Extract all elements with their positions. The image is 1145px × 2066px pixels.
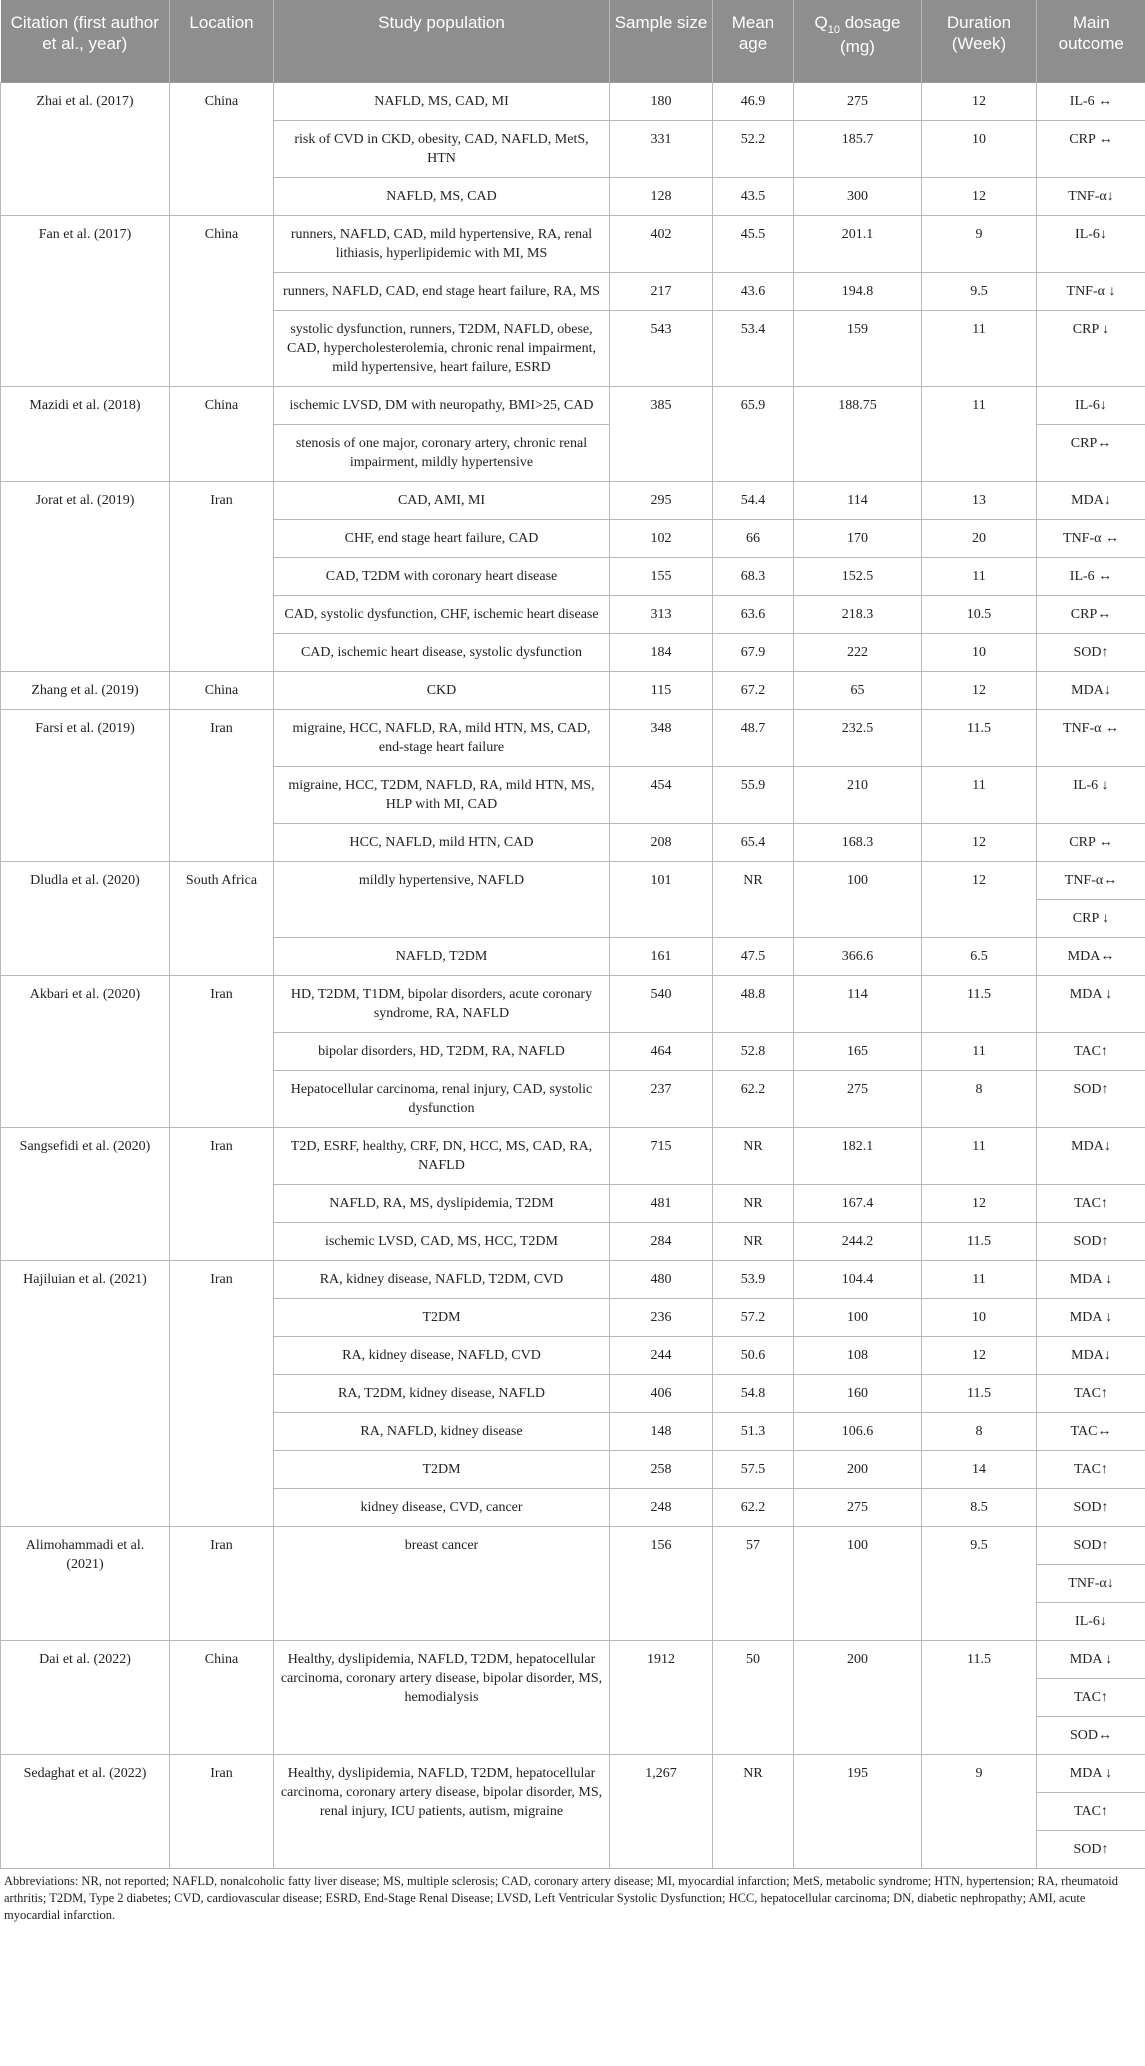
duration-cell: 12 (922, 82, 1037, 120)
sample-size-cell: 1912 (610, 1640, 713, 1754)
location-cell: Iran (170, 709, 274, 861)
duration-cell: 8 (922, 1412, 1037, 1450)
population-cell: Healthy, dyslipidemia, NAFLD, T2DM, hepatocellular carcinoma, coronary artery disease, bipolar disorder, MS, hemodialysis (274, 1640, 610, 1754)
location-cell: Iran (170, 1127, 274, 1260)
sample-size-cell: 208 (610, 823, 713, 861)
duration-cell: 20 (922, 519, 1037, 557)
outcome-cell: TAC↑ (1037, 1678, 1145, 1716)
citation-cell: Fan et al. (2017) (1, 215, 170, 386)
population-cell: ischemic LVSD, CAD, MS, HCC, T2DM (274, 1222, 610, 1260)
population-cell: Healthy, dyslipidemia, NAFLD, T2DM, hepatocellular carcinoma, coronary artery disease, bipolar disorder, MS, renal injury, ICU patients, autism, migraine (274, 1754, 610, 1868)
outcome-cell: TNF-α↓ (1037, 177, 1145, 215)
mean-age-cell: 53.9 (713, 1260, 794, 1298)
location-cell: Iran (170, 975, 274, 1127)
citation-cell: Zhang et al. (2019) (1, 671, 170, 709)
sample-size-cell: 454 (610, 766, 713, 823)
sample-size-cell: 331 (610, 120, 713, 177)
table-row (1, 82, 1145, 120)
header-dosage-q: Q (814, 13, 828, 32)
sample-size-cell: 155 (610, 557, 713, 595)
outcome-cell: TNF-α ↔ (1037, 519, 1145, 557)
outcome-cell: TNF-α↔ (1037, 861, 1145, 899)
dosage-cell: 100 (794, 861, 922, 937)
outcome-cell: TNF-α ↔ (1037, 709, 1145, 766)
dosage-cell: 194.8 (794, 272, 922, 310)
duration-cell: 9.5 (922, 1526, 1037, 1640)
outcome-cell: SOD↑ (1037, 1222, 1145, 1260)
mean-age-cell: 45.5 (713, 215, 794, 272)
population-cell: T2DM (274, 1298, 610, 1336)
dosage-cell: 200 (794, 1450, 922, 1488)
mean-age-cell: 57.5 (713, 1450, 794, 1488)
sample-size-cell: 236 (610, 1298, 713, 1336)
outcome-cell: MDA↓ (1037, 481, 1145, 519)
mean-age-cell: 50.6 (713, 1336, 794, 1374)
duration-cell: 10 (922, 633, 1037, 671)
table-row (1, 671, 1145, 709)
duration-cell: 11.5 (922, 1640, 1037, 1754)
duration-cell: 10 (922, 120, 1037, 177)
mean-age-cell: NR (713, 1222, 794, 1260)
dosage-cell: 275 (794, 1070, 922, 1127)
population-cell: NAFLD, T2DM (274, 937, 610, 975)
header-dosage-rest: dosage (mg) (839, 13, 901, 56)
population-cell: RA, T2DM, kidney disease, NAFLD (274, 1374, 610, 1412)
outcome-cell: MDA↓ (1037, 1336, 1145, 1374)
duration-cell: 11 (922, 310, 1037, 386)
sample-size-cell: 184 (610, 633, 713, 671)
outcome-cell: SOD↑ (1037, 1070, 1145, 1127)
population-cell: stenosis of one major, coronary artery, chronic renal impairment, mildly hypertensive (274, 424, 610, 481)
citation-cell: Dludla et al. (2020) (1, 861, 170, 975)
duration-cell: 11.5 (922, 1222, 1037, 1260)
outcome-cell: TAC↑ (1037, 1184, 1145, 1222)
population-cell: runners, NAFLD, CAD, end stage heart failure, RA, MS (274, 272, 610, 310)
location-cell: Iran (170, 1260, 274, 1526)
location-cell: China (170, 215, 274, 386)
dosage-cell: 108 (794, 1336, 922, 1374)
dosage-cell: 167.4 (794, 1184, 922, 1222)
duration-cell: 11.5 (922, 975, 1037, 1032)
outcome-cell: SOD↑ (1037, 1830, 1145, 1868)
table-row (1, 1260, 1145, 1298)
outcome-cell: IL-6↓ (1037, 386, 1145, 424)
citation-cell: Sedaghat et al. (2022) (1, 1754, 170, 1868)
duration-cell: 11 (922, 766, 1037, 823)
mean-age-cell: 63.6 (713, 595, 794, 633)
outcome-cell: CRP ↔ (1037, 823, 1145, 861)
citation-cell: Alimohammadi et al. (2021) (1, 1526, 170, 1640)
mean-age-cell: 50 (713, 1640, 794, 1754)
outcome-cell: SOD↔ (1037, 1716, 1145, 1754)
mean-age-cell: 65.4 (713, 823, 794, 861)
location-cell: China (170, 386, 274, 481)
population-cell: T2D, ESRF, healthy, CRF, DN, HCC, MS, CAD, RA, NAFLD (274, 1127, 610, 1184)
population-cell: systolic dysfunction, runners, T2DM, NAFLD, obese, CAD, hypercholesterolemia, chronic renal impairment, mild hypertensive, heart failure, ESRD (274, 310, 610, 386)
population-cell: CAD, ischemic heart disease, systolic dysfunction (274, 633, 610, 671)
location-cell: China (170, 1640, 274, 1754)
mean-age-cell: 52.8 (713, 1032, 794, 1070)
dosage-cell: 182.1 (794, 1127, 922, 1184)
outcome-cell: MDA↓ (1037, 671, 1145, 709)
sample-size-cell: 481 (610, 1184, 713, 1222)
location-cell: China (170, 671, 274, 709)
outcome-cell: MDA ↓ (1037, 1298, 1145, 1336)
duration-cell: 12 (922, 823, 1037, 861)
outcome-cell: MDA↓ (1037, 1127, 1145, 1184)
population-cell: HCC, NAFLD, mild HTN, CAD (274, 823, 610, 861)
outcome-cell: IL-6↓ (1037, 1602, 1145, 1640)
dosage-cell: 114 (794, 975, 922, 1032)
sample-size-cell: 402 (610, 215, 713, 272)
sample-size-cell: 115 (610, 671, 713, 709)
population-cell: migraine, HCC, T2DM, NAFLD, RA, mild HTN, MS, HLP with MI, CAD (274, 766, 610, 823)
duration-cell: 12 (922, 177, 1037, 215)
mean-age-cell: 67.2 (713, 671, 794, 709)
population-cell: CAD, T2DM with coronary heart disease (274, 557, 610, 595)
mean-age-cell: 53.4 (713, 310, 794, 386)
sample-size-cell: 161 (610, 937, 713, 975)
mean-age-cell: 55.9 (713, 766, 794, 823)
duration-cell: 10 (922, 1298, 1037, 1336)
population-cell: T2DM (274, 1450, 610, 1488)
duration-cell: 12 (922, 671, 1037, 709)
dosage-cell: 275 (794, 82, 922, 120)
table-row (1, 481, 1145, 519)
sample-size-cell: 128 (610, 177, 713, 215)
duration-cell: 14 (922, 1450, 1037, 1488)
sample-size-cell: 248 (610, 1488, 713, 1526)
citation-cell: Akbari et al. (2020) (1, 975, 170, 1127)
outcome-cell: CRP ↓ (1037, 899, 1145, 937)
sample-size-cell: 406 (610, 1374, 713, 1412)
population-cell: mildly hypertensive, NAFLD (274, 861, 610, 937)
outcome-cell: CRP↔ (1037, 595, 1145, 633)
dosage-cell: 104.4 (794, 1260, 922, 1298)
dosage-cell: 201.1 (794, 215, 922, 272)
mean-age-cell: 65.9 (713, 386, 794, 481)
sample-size-cell: 258 (610, 1450, 713, 1488)
dosage-cell: 195 (794, 1754, 922, 1868)
outcome-cell: MDA ↓ (1037, 1260, 1145, 1298)
duration-cell: 9 (922, 1754, 1037, 1868)
mean-age-cell: 54.8 (713, 1374, 794, 1412)
header-outcome: Main outcome (1037, 0, 1145, 82)
outcome-cell: SOD↑ (1037, 633, 1145, 671)
outcome-cell: TNF-α ↓ (1037, 272, 1145, 310)
duration-cell: 10.5 (922, 595, 1037, 633)
duration-cell: 9 (922, 215, 1037, 272)
outcome-cell: TAC↔ (1037, 1412, 1145, 1450)
dosage-cell: 232.5 (794, 709, 922, 766)
mean-age-cell: 47.5 (713, 937, 794, 975)
outcome-cell: IL-6 ↓ (1037, 766, 1145, 823)
duration-cell: 11 (922, 386, 1037, 481)
duration-cell: 8.5 (922, 1488, 1037, 1526)
outcome-cell: TAC↑ (1037, 1792, 1145, 1830)
sample-size-cell: 295 (610, 481, 713, 519)
citation-cell: Hajiluian et al. (2021) (1, 1260, 170, 1526)
dosage-cell: 114 (794, 481, 922, 519)
mean-age-cell: 51.3 (713, 1412, 794, 1450)
mean-age-cell: 48.8 (713, 975, 794, 1032)
outcome-cell: SOD↑ (1037, 1526, 1145, 1564)
sample-size-cell: 385 (610, 386, 713, 481)
duration-cell: 11 (922, 1260, 1037, 1298)
header-citation: Citation (first author et al., year) (1, 0, 170, 82)
mean-age-cell: NR (713, 1754, 794, 1868)
sample-size-cell: 101 (610, 861, 713, 937)
outcome-cell: CRP ↔ (1037, 120, 1145, 177)
header-population: Study population (274, 0, 610, 82)
sample-size-cell: 217 (610, 272, 713, 310)
table-row (1, 1526, 1145, 1564)
dosage-cell: 188.75 (794, 386, 922, 481)
dosage-cell: 210 (794, 766, 922, 823)
population-cell: bipolar disorders, HD, T2DM, RA, NAFLD (274, 1032, 610, 1070)
population-cell: kidney disease, CVD, cancer (274, 1488, 610, 1526)
dosage-cell: 152.5 (794, 557, 922, 595)
population-cell: CKD (274, 671, 610, 709)
dosage-cell: 165 (794, 1032, 922, 1070)
citation-cell: Farsi et al. (2019) (1, 709, 170, 861)
duration-cell: 11 (922, 557, 1037, 595)
outcome-cell: MDA ↓ (1037, 1640, 1145, 1678)
population-cell: ischemic LVSD, DM with neuropathy, BMI>25, CAD (274, 386, 610, 424)
mean-age-cell: 68.3 (713, 557, 794, 595)
table-row (1, 1754, 1145, 1792)
duration-cell: 11.5 (922, 1374, 1037, 1412)
mean-age-cell: 54.4 (713, 481, 794, 519)
mean-age-cell: 52.2 (713, 120, 794, 177)
outcome-cell: IL-6↓ (1037, 215, 1145, 272)
citation-cell: Zhai et al. (2017) (1, 82, 170, 215)
population-cell: NAFLD, MS, CAD, MI (274, 82, 610, 120)
mean-age-cell: 43.5 (713, 177, 794, 215)
citation-cell: Mazidi et al. (2018) (1, 386, 170, 481)
mean-age-cell: 66 (713, 519, 794, 557)
duration-cell: 12 (922, 1184, 1037, 1222)
outcome-cell: IL-6 ↔ (1037, 82, 1145, 120)
population-cell: RA, kidney disease, NAFLD, CVD (274, 1336, 610, 1374)
outcome-cell: MDA↔ (1037, 937, 1145, 975)
duration-cell: 11.5 (922, 709, 1037, 766)
citation-cell: Sangsefidi et al. (2020) (1, 1127, 170, 1260)
mean-age-cell: 62.2 (713, 1070, 794, 1127)
table-row (1, 386, 1145, 424)
dosage-cell: 218.3 (794, 595, 922, 633)
sample-size-cell: 148 (610, 1412, 713, 1450)
outcome-cell: MDA ↓ (1037, 1754, 1145, 1792)
outcome-cell: MDA ↓ (1037, 975, 1145, 1032)
outcome-cell: TAC↑ (1037, 1450, 1145, 1488)
table-row (1, 861, 1145, 899)
sample-size-cell: 464 (610, 1032, 713, 1070)
mean-age-cell: NR (713, 1127, 794, 1184)
dosage-cell: 366.6 (794, 937, 922, 975)
dosage-cell: 65 (794, 671, 922, 709)
duration-cell: 8 (922, 1070, 1037, 1127)
dosage-cell: 300 (794, 177, 922, 215)
dosage-cell: 100 (794, 1526, 922, 1640)
header-duration: Duration (Week) (922, 0, 1037, 82)
mean-age-cell: 57.2 (713, 1298, 794, 1336)
citation-cell: Dai et al. (2022) (1, 1640, 170, 1754)
duration-cell: 6.5 (922, 937, 1037, 975)
population-cell: Hepatocellular carcinoma, renal injury, CAD, systolic dysfunction (274, 1070, 610, 1127)
header-dosage-sub: 10 (827, 24, 840, 36)
dosage-cell: 106.6 (794, 1412, 922, 1450)
dosage-cell: 168.3 (794, 823, 922, 861)
sample-size-cell: 237 (610, 1070, 713, 1127)
location-cell: Iran (170, 1526, 274, 1640)
duration-cell: 12 (922, 1336, 1037, 1374)
mean-age-cell: 48.7 (713, 709, 794, 766)
mean-age-cell: 57 (713, 1526, 794, 1640)
sample-size-cell: 715 (610, 1127, 713, 1184)
outcome-cell: SOD↑ (1037, 1488, 1145, 1526)
mean-age-cell: 67.9 (713, 633, 794, 671)
table-row (1, 709, 1145, 766)
outcome-cell: TAC↑ (1037, 1374, 1145, 1412)
sample-size-cell: 543 (610, 310, 713, 386)
duration-cell: 13 (922, 481, 1037, 519)
sample-size-cell: 1,267 (610, 1754, 713, 1868)
population-cell: NAFLD, MS, CAD (274, 177, 610, 215)
duration-cell: 11 (922, 1032, 1037, 1070)
table-row (1, 975, 1145, 1032)
abbreviations-footnote: Abbreviations: NR, not reported; NAFLD, nonalcoholic fatty liver disease; MS, multiple sclerosis; CAD, coronary artery disease; MI, myocardial infarction; MetS, metabolic syndrome; HTN, hypertension; RA, rheumatoid arthritis; T2DM, Type 2 diabetes; CVD, cardiovascular disease; ESRD, End-Stage Renal Disease; LVSD, Left Ventricular Systolic Dysfunction; HCC, hepatocellular carcinoma; DN, diabetic nephropathy; AMI, acute myocardial infarction. (4, 1873, 1118, 1922)
population-cell: NAFLD, RA, MS, dyslipidemia, T2DM (274, 1184, 610, 1222)
sample-size-cell: 180 (610, 82, 713, 120)
outcome-cell: IL-6 ↔ (1037, 557, 1145, 595)
dosage-cell: 100 (794, 1298, 922, 1336)
dosage-cell: 275 (794, 1488, 922, 1526)
table-row (1, 1640, 1145, 1678)
duration-cell: 12 (922, 861, 1037, 937)
location-cell: China (170, 82, 274, 215)
duration-cell: 11 (922, 1127, 1037, 1184)
dosage-cell: 170 (794, 519, 922, 557)
dosage-cell: 222 (794, 633, 922, 671)
outcome-cell: TNF-α↓ (1037, 1564, 1145, 1602)
dosage-cell: 160 (794, 1374, 922, 1412)
population-cell: RA, kidney disease, NAFLD, T2DM, CVD (274, 1260, 610, 1298)
dosage-cell: 159 (794, 310, 922, 386)
sample-size-cell: 540 (610, 975, 713, 1032)
sample-size-cell: 313 (610, 595, 713, 633)
outcome-cell: TAC↑ (1037, 1032, 1145, 1070)
sample-size-cell: 348 (610, 709, 713, 766)
sample-size-cell: 284 (610, 1222, 713, 1260)
population-cell: RA, NAFLD, kidney disease (274, 1412, 610, 1450)
population-cell: runners, NAFLD, CAD, mild hypertensive, RA, renal lithiasis, hyperlipidemic with MI, MS (274, 215, 610, 272)
location-cell: Iran (170, 1754, 274, 1868)
population-cell: HD, T2DM, T1DM, bipolar disorders, acute coronary syndrome, RA, NAFLD (274, 975, 610, 1032)
dosage-cell: 200 (794, 1640, 922, 1754)
population-cell: CAD, AMI, MI (274, 481, 610, 519)
population-cell: breast cancer (274, 1526, 610, 1640)
population-cell: risk of CVD in CKD, obesity, CAD, NAFLD, MetS, HTN (274, 120, 610, 177)
sample-size-cell: 244 (610, 1336, 713, 1374)
outcome-cell: CRP↔ (1037, 424, 1145, 481)
population-cell: migraine, HCC, NAFLD, RA, mild HTN, MS, CAD, end-stage heart failure (274, 709, 610, 766)
outcome-cell: CRP ↓ (1037, 310, 1145, 386)
mean-age-cell: 43.6 (713, 272, 794, 310)
location-cell: South Africa (170, 861, 274, 975)
mean-age-cell: 62.2 (713, 1488, 794, 1526)
dosage-cell: 185.7 (794, 120, 922, 177)
sample-size-cell: 156 (610, 1526, 713, 1640)
sample-size-cell: 480 (610, 1260, 713, 1298)
duration-cell: 9.5 (922, 272, 1037, 310)
table-row (1, 215, 1145, 272)
location-cell: Iran (170, 481, 274, 671)
header-location: Location (170, 0, 274, 82)
mean-age-cell: NR (713, 861, 794, 937)
header-row (1, 0, 1145, 82)
dosage-cell: 244.2 (794, 1222, 922, 1260)
population-cell: CHF, end stage heart failure, CAD (274, 519, 610, 557)
mean-age-cell: 46.9 (713, 82, 794, 120)
table-row (1, 1127, 1145, 1184)
sample-size-cell: 102 (610, 519, 713, 557)
citation-cell: Jorat et al. (2019) (1, 481, 170, 671)
population-cell: CAD, systolic dysfunction, CHF, ischemic heart disease (274, 595, 610, 633)
header-mean-age: Mean age (713, 0, 794, 82)
mean-age-cell: NR (713, 1184, 794, 1222)
header-dosage (794, 0, 922, 82)
header-sample-size: Sample size (610, 0, 713, 82)
table-body (1, 82, 1145, 1868)
